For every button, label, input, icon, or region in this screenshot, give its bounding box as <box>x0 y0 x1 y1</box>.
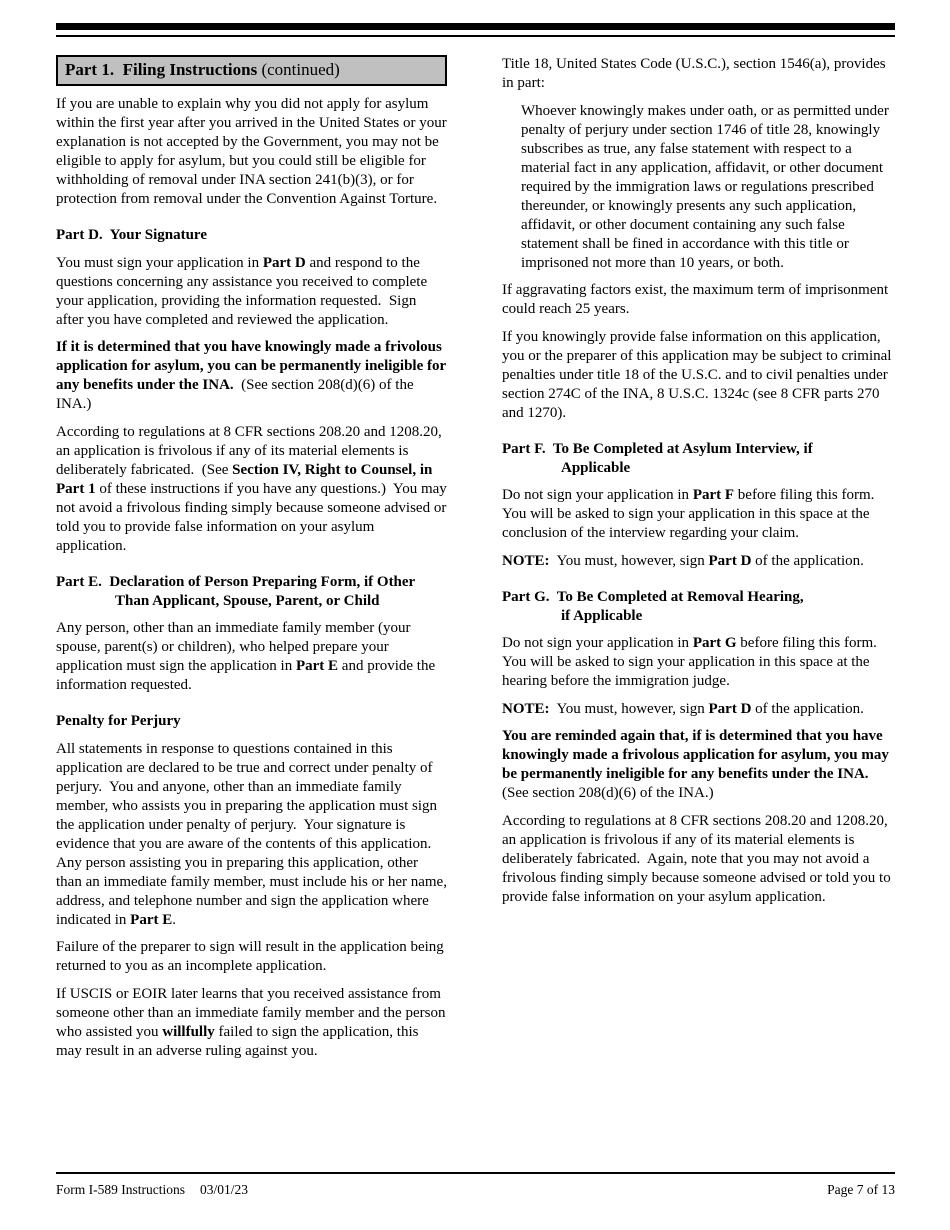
paragraph-sign-part-d: You must sign your application in Part D and respond to the questions concerning any assistance you received to complete your application, providing the information requested. Sign after you have completed and reviewed the application. <box>56 254 428 328</box>
heading-part-d-text: Part D. Your Signature <box>56 227 207 243</box>
footer-edition-date: 03/01/23 <box>200 1182 249 1197</box>
paragraph-all-statements: All statements in response to questions contained in this application are declared to be true and correct under penalty of perjury. You and anyone, other than an immediate family member, who assists you in preparing the application must sign the application under penalty of perjury. Your signature is evidence that you are aware of the contents of this application. Any person assisting you in preparing this application, other than an immediate family member, must include his or her name, address, and telephone number and sign the application where indicated in Part E. <box>56 740 447 928</box>
part1-header-title: Part 1. Filing Instructions <box>65 60 258 79</box>
paragraph-uscis-eoir: If USCIS or EOIR later learns that you received assistance from someone other than an immediate family member and the person who assisted you willfully failed to sign the application, this may result in an adverse ruling against you. <box>56 985 446 1059</box>
top-divider-line <box>56 35 895 37</box>
footer-page-number: Page 7 of 13 <box>827 1182 895 1197</box>
heading-penalty-text: Penalty for Perjury <box>56 713 181 729</box>
heading-part-g-line2: if Applicable <box>561 607 643 624</box>
heading-part-f <box>502 440 894 478</box>
paragraph-preparer-sign: Any person, other than an immediate family member (your spouse, parent(s) or children), who helped prepare your application must sign the application in Part E and provide the information requested. <box>56 620 436 693</box>
footer-divider-line <box>56 1172 895 1174</box>
left-column <box>56 55 447 1069</box>
top-divider-bar <box>56 23 895 30</box>
heading-part-e <box>56 573 447 611</box>
right-column <box>502 55 894 915</box>
paragraph-aggravating-factors: If aggravating factors exist, the maximum term of imprisonment could reach 25 years. <box>502 282 889 317</box>
heading-part-g-line1: Part G. To Be Completed at Removal Hearing, <box>502 588 804 605</box>
paragraph-title-18: Title 18, United States Code (U.S.C.), section 1546(a), provides in part: <box>502 56 886 91</box>
heading-part-e-line1: Part E. Declaration of Person Preparing Form, if Other <box>56 573 416 590</box>
heading-part-f-line1: Part F. To Be Completed at Asylum Interview, if <box>502 440 813 457</box>
paragraph-frivolous-warning: If it is determined that you have knowingly made a frivolous application for asylum, you can be permanently ineligible for any benefits under the INA. (See section 208(d)(6) of the INA.) <box>56 339 446 412</box>
heading-part-g <box>502 588 894 626</box>
heading-part-e-line2: Than Applicant, Spouse, Parent, or Child <box>115 592 380 609</box>
note-sign-part-d-hearing: NOTE: You must, however, sign Part D of the application. <box>502 700 864 717</box>
paragraph-false-information-penalties: If you knowingly provide false information on this application, you or the preparer of this application may be subject to criminal penalties under title 18 of the U.S.C. and to civil penalties under section 274C of the INA, 8 U.S.C. 1324c (see 8 CFR parts 270 and 1270). <box>502 328 892 421</box>
paragraph-failure-to-sign: Failure of the preparer to sign will result in the application being returned to you as an incomplete application. <box>56 939 444 974</box>
paragraph-reminded-frivolous: You are reminded again that, if is determined that you have knowingly made a frivolous application for asylum, you may be permanently ineligible for any benefits under the INA. (See section 208(d)(6) of the INA.) <box>502 728 889 801</box>
heading-penalty-for-perjury <box>56 712 447 731</box>
paragraph-cfr-regulations: According to regulations at 8 CFR sections 208.20 and 1208.20, an application is frivolous if any of its material elements is deliberately fabricated. (See Section IV, Right to Counsel, in Part 1 of these instructions if you have any questions.) You may not avoid a frivolous finding simply because someone advised or told you to provide false information on your asylum application. <box>56 423 447 554</box>
paragraph-one-year-deadline: If you are unable to explain why you did not apply for asylum within the first year after you arrived in the United States or your explanation is not accepted by the Government, you may not be eligible to apply for asylum, but you could still be eligible for withholding of removal under INA section 241(b)(3), or for protection from removal under the Convention Against Torture. <box>56 96 447 207</box>
note-sign-part-d-interview: NOTE: You must, however, sign Part D of the application. <box>502 552 864 569</box>
paragraph-do-not-sign-part-f: Do not sign your application in Part F before filing this form. You will be asked to sign your application in this space at the conclusion of the interview regarding your claim. <box>502 487 875 541</box>
paragraph-do-not-sign-part-g: Do not sign your application in Part G before filing this form. You will be asked to sign your application in this space at the hearing before the immigration judge. <box>502 635 877 689</box>
heading-part-d <box>56 226 447 245</box>
paragraph-cfr-regulations-2: According to regulations at 8 CFR sections 208.20 and 1208.20, an application is frivolous if any of its material elements is deliberately fabricated. Again, note that you may not avoid a frivolous finding simply because someone advised or told you to provide false information on your asylum application. <box>502 812 891 905</box>
part1-header-continued: (continued) <box>257 60 340 79</box>
footer-form-info <box>56 1182 248 1198</box>
footer-form-id: Form I-589 Instructions <box>56 1182 185 1197</box>
part1-header-box <box>56 55 447 86</box>
heading-part-f-line2: Applicable <box>561 459 631 476</box>
page-footer <box>56 1182 895 1198</box>
blockquote-section-1546a: Whoever knowingly makes under oath, or as permitted under penalty of perjury under section 1746 of title 28, knowingly subscribes as true, any false statement with respect to a material fact in any application, affidavit, or other document required by the immigration laws or regulations prescribed thereunder, or knowingly presents any such application, affidavit, or other document containing any such false statement shall be fined in accordance with this title or imprisoned not more than 10 years, or both. <box>521 102 889 271</box>
